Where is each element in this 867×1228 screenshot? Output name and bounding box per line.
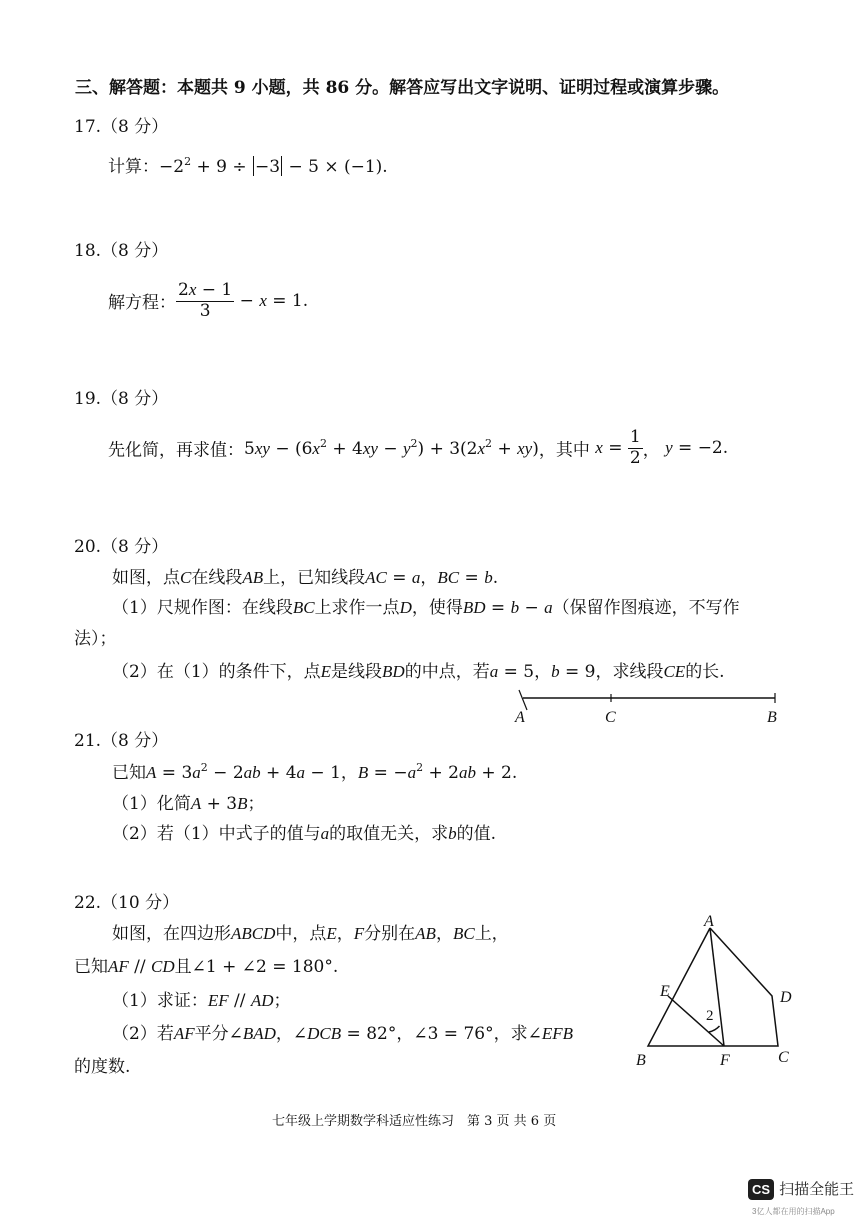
q20-l2b: 上求作一点 xyxy=(314,598,400,618)
section-header: 三、解答题：本题共 9 小题，共 86 分。解答应写出文字说明、证明过程或演算步骤。 xyxy=(75,78,730,98)
fig-label-e: E xyxy=(660,983,670,1000)
q22-l2a: 已知 xyxy=(74,957,108,977)
q20-l2c: ，使得 xyxy=(411,598,463,618)
q20-l1b: 在线段 xyxy=(191,568,243,588)
q18-fraction: $\frac{2x - 1}{3}$ xyxy=(178,280,233,321)
q22-line5: 的度数. xyxy=(74,1057,131,1077)
q22-l1e: ， xyxy=(435,924,453,944)
q20-l4e: ，求线段 xyxy=(595,662,664,682)
q22-l4d: ， xyxy=(396,1024,414,1044)
q22-l4c: ， xyxy=(275,1024,293,1044)
q19-body: 先化简，再求值：$5xy - (6x^2 + 4xy - y^2) + 3(2x^2 + xy)$，其中 x = $\frac{1}{2}$ ， y = −2. xyxy=(108,427,729,468)
q20-l2a: （1）尺规作图：在线段 xyxy=(112,598,293,618)
q21-l3c: 的值. xyxy=(456,824,497,844)
q20-l4a: （2）在（1）的条件下，点 xyxy=(112,662,321,682)
q22-l4e: ，求 xyxy=(493,1024,528,1044)
cs-logo-icon: CS xyxy=(748,1179,774,1200)
q18-equation-rest: − x = 1. xyxy=(234,290,309,311)
fig-label-angle-2: 2 xyxy=(706,1008,714,1024)
q17-expression: $-2^2 + 9 \div -3 - 5 \times (-1)$. xyxy=(159,155,388,177)
q18-body xyxy=(108,280,308,321)
q21-l1a: 已知 xyxy=(112,763,146,783)
q17-lead: 计算： xyxy=(108,157,159,177)
q20-l1a: 如图，点 xyxy=(112,568,180,588)
q19-mid: ，其中 xyxy=(538,440,590,461)
q21-line2: （1）化简A + 3B； xyxy=(112,794,265,814)
q22-l4b: 平分 xyxy=(194,1024,229,1044)
q19-y-value: y = −2. xyxy=(665,438,729,459)
fig-label-c: C xyxy=(778,1049,789,1066)
q20-l4f: 的长. xyxy=(685,662,725,682)
fig-label-d: D xyxy=(780,989,792,1006)
q20-segment-figure xyxy=(505,688,795,728)
scanner-watermark xyxy=(748,1178,854,1199)
fig-label-a: A xyxy=(704,913,714,930)
q20-l1c: 上，已知线段 xyxy=(263,568,366,588)
q22-l1a: 如图，在四边形 xyxy=(112,924,231,944)
q18-lead: 解方程： xyxy=(108,293,176,314)
q22-l1d: 分别在 xyxy=(364,924,416,944)
q22-line4: （2）若AF平分∠BAD，∠DCB = 82°，∠3 = 76°，求∠EFB xyxy=(112,1024,573,1044)
q21-line3: （2）若（1）中式子的值与a的取值无关，求b的值. xyxy=(112,824,497,844)
q20-line3: 法）； xyxy=(74,629,117,649)
q20-l2d: （保留作图痕迹，不写作 xyxy=(552,598,740,618)
q22-l4a: （2）若 xyxy=(112,1024,174,1044)
q20-number: 20.（8 分） xyxy=(74,537,169,557)
scanner-tagline: 3亿人都在用的扫描App xyxy=(752,1207,835,1216)
q17-number: 17.（8 分） xyxy=(74,117,169,137)
q19-number: 19.（8 分） xyxy=(74,389,169,409)
q22-l2b: 且 xyxy=(174,957,192,977)
fig-label-f: F xyxy=(720,1052,730,1069)
label-c: C xyxy=(605,709,616,726)
q20-l4d: ， xyxy=(534,662,552,682)
fig-label-b: B xyxy=(636,1052,646,1069)
q22-l3a: （1）求证： xyxy=(112,991,208,1011)
q22-l1b: 中，点 xyxy=(275,924,327,944)
q20-line4: （2）在（1）的条件下，点E是线段BD的中点，若a = 5，b = 9，求线段CE的长. xyxy=(112,662,725,682)
q21-line1: 已知$A = 3a^2 - 2ab + 4a - 1$，$B = -a^2 + 2ab + 2$. xyxy=(112,761,518,783)
segment-ef xyxy=(668,996,724,1046)
q21-l3a: （2）若（1）中式子的值与 xyxy=(112,824,321,844)
q18-number: 18.（8 分） xyxy=(74,241,169,261)
angle-2-arc xyxy=(709,1026,720,1032)
q22-quadrilateral-figure xyxy=(630,912,810,1072)
q19-expression: $5xy - (6x^2 + 4xy - y^2) + 3(2x^2 + xy)$ xyxy=(244,437,539,460)
q21-number: 21.（8 分） xyxy=(74,731,169,751)
q19-lead: 先化简，再求值： xyxy=(108,440,244,461)
q20-l4b: 是线段 xyxy=(331,662,383,682)
q22-l1c: ， xyxy=(336,924,354,944)
q22-line2: 已知AF // CD且∠1 + ∠2 = 180°. xyxy=(74,957,339,977)
q20-l1d: ， xyxy=(420,568,438,588)
q20-l4c: 的中点，若 xyxy=(404,662,490,682)
q20-line1: 如图，点C在线段AB上，已知线段AC = a，BC = b. xyxy=(112,568,499,588)
q21-l2a: （1）化简 xyxy=(112,794,191,814)
q22-number: 22.（10 分） xyxy=(74,893,180,913)
q22-line3: （1）求证：EF // AD； xyxy=(112,991,291,1011)
q17-body xyxy=(108,152,388,177)
q20-line2: （1）尺规作图：在线段BC上求作一点D，使得BD = b − a（保留作图痕迹，不写作 xyxy=(112,598,740,618)
q19-sep: ， xyxy=(642,440,660,461)
label-a: A xyxy=(515,709,525,726)
scanner-app-name: 扫描全能王 xyxy=(779,1181,855,1198)
q21-l3b: 的取值无关，求 xyxy=(329,824,449,844)
q22-line1: 如图，在四边形ABCD中，点E，F分别在AB，BC上， xyxy=(112,924,509,944)
page-footer: 七年级上学期数学科适应性练习 第 3 页 共 6 页 xyxy=(272,1114,557,1129)
endpoint-a-mark xyxy=(519,690,527,710)
q19-fraction-half: $\frac{1}{2}$ xyxy=(629,427,641,468)
label-b: B xyxy=(767,709,777,726)
q22-l1f: 上， xyxy=(474,924,509,944)
